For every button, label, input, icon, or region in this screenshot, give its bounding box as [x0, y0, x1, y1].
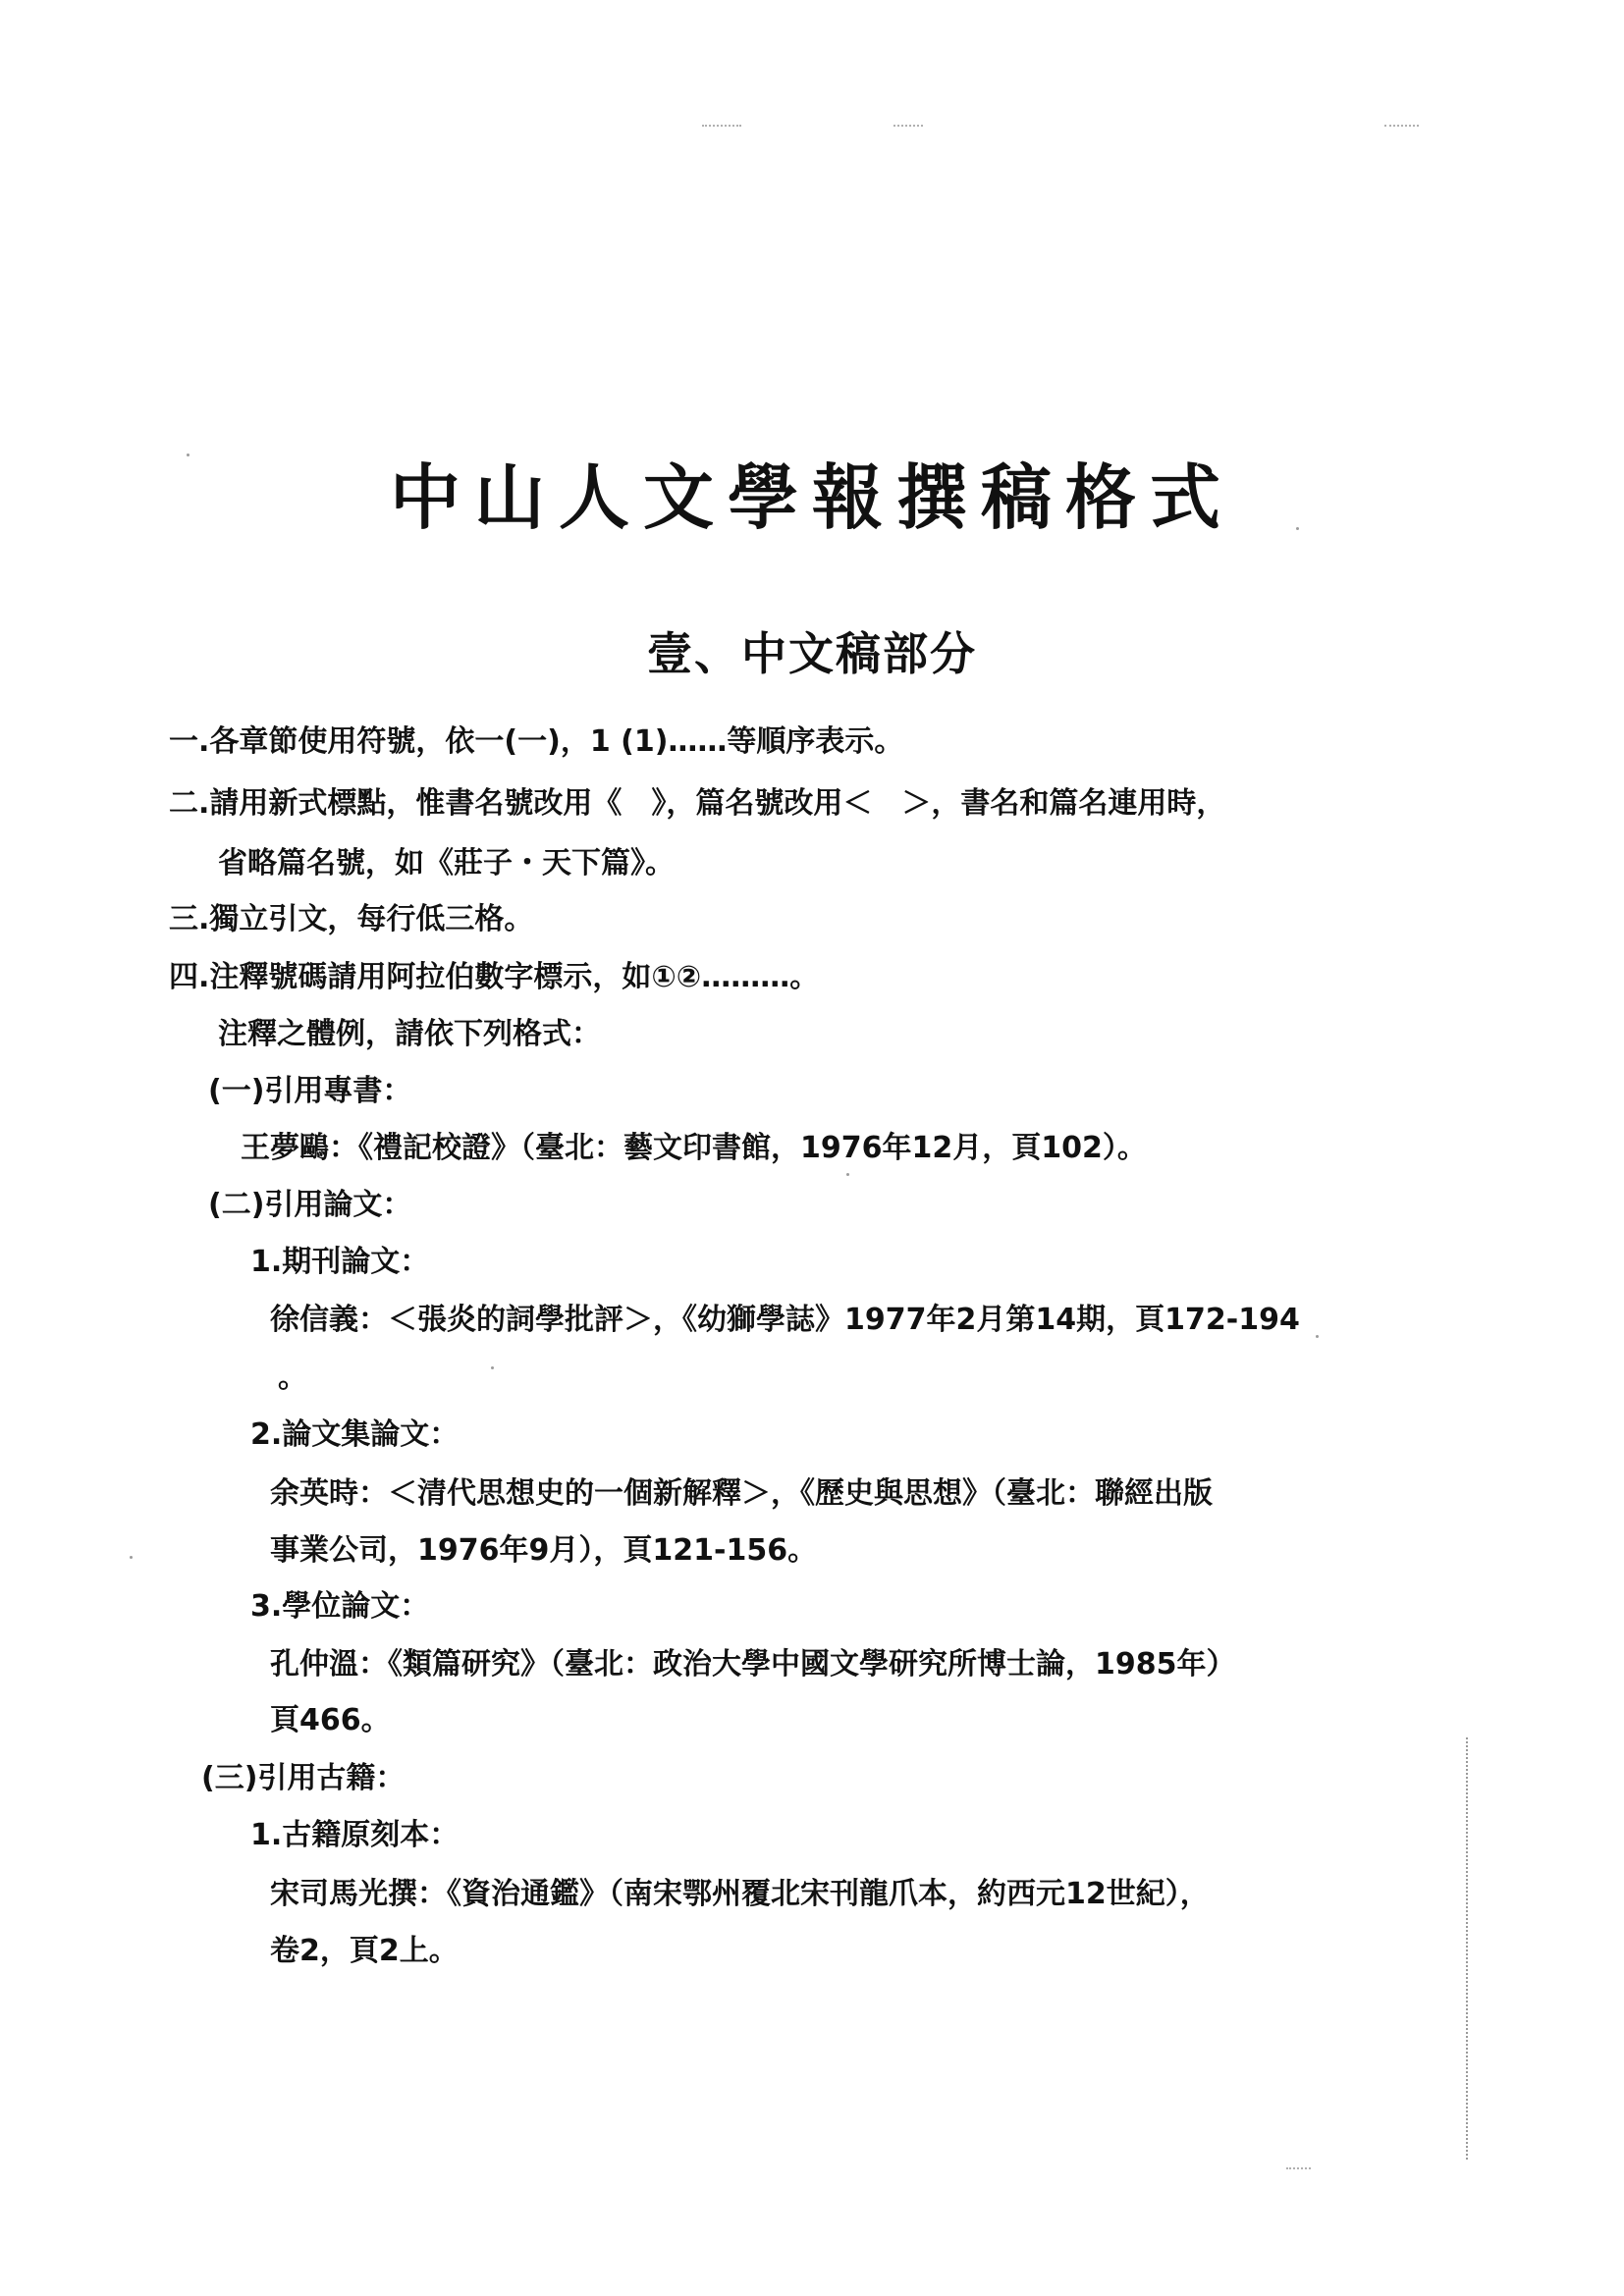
- notes-format-intro: 注釋之體例，請依下列格式：: [218, 1017, 601, 1051]
- rule-line-3: 三.獨立引文，每行低三格。: [169, 902, 534, 936]
- subheading-original-editions: 1.古籍原刻本：: [250, 1818, 460, 1852]
- scan-speck: [1296, 527, 1299, 530]
- scan-dash-artifact: [1384, 125, 1419, 127]
- scan-speck: [130, 1556, 133, 1559]
- rule-line-4: 四.注釋號碼請用阿拉伯數字標示，如①②………。: [169, 960, 820, 994]
- scan-speck: [1316, 1335, 1319, 1338]
- rule-line-1: 一.各章節使用符號，依一(一)，1 (1)……等順序表示。: [169, 724, 904, 759]
- section-heading: 壹、中文稿部分: [647, 627, 977, 680]
- subheading-dissertations: 3.學位論文：: [250, 1589, 430, 1624]
- example-collection-paper-continued: 事業公司，1976年9月），頁121-156。: [270, 1533, 818, 1568]
- rule-line-2-continued: 省略篇名號，如《莊子・天下篇》。: [218, 846, 675, 881]
- document-title: 中山人文學報撰稿格式: [389, 455, 1234, 539]
- example-original-edition-continued: 卷2，頁2上。: [270, 1934, 459, 1968]
- example-collection-paper: 余英時：＜清代思想史的一個新解釋＞，《歷史與思想》（臺北：聯經出版: [270, 1476, 1213, 1511]
- example-dissertation: 孔仲溫：《類篇研究》（臺北：政治大學中國文學研究所博士論，1985年）: [270, 1647, 1236, 1682]
- scan-dash-artifact: [893, 125, 923, 127]
- scan-speck: [187, 454, 189, 456]
- example-book: 王夢鷗：《禮記校證》（臺北：藝文印書館，1976年12月，頁102）。: [241, 1131, 1147, 1165]
- scan-dash-artifact: [1286, 2167, 1311, 2169]
- subheading-journal-papers: 1.期刊論文：: [250, 1245, 430, 1279]
- subheading-collection-papers: 2.論文集論文：: [250, 1417, 460, 1452]
- example-original-edition: 宋司馬光撰：《資治通鑑》（南宋鄂州覆北宋刊龍爪本，約西元12世紀），: [270, 1877, 1210, 1911]
- example-dissertation-continued: 頁466。: [270, 1703, 391, 1737]
- subheading-books: (一)引用專書：: [208, 1074, 412, 1108]
- subheading-papers: (二)引用論文：: [208, 1188, 412, 1222]
- subheading-classics: (三)引用古籍：: [201, 1761, 406, 1795]
- rule-line-2: 二.請用新式標點，惟書名號改用《 》，篇名號改用＜ ＞，書名和篇名連用時，: [169, 786, 1226, 821]
- example-journal-paper: 徐信義：＜張炎的詞學批評＞，《幼獅學誌》1977年2月第14期，頁172-194: [270, 1303, 1300, 1337]
- scan-speck: [491, 1366, 494, 1369]
- scan-speck: [846, 1173, 849, 1176]
- example-journal-paper-continued: 。: [278, 1361, 307, 1395]
- scan-dash-artifact: [702, 125, 741, 127]
- scan-edge-artifact: [1466, 1737, 1468, 2160]
